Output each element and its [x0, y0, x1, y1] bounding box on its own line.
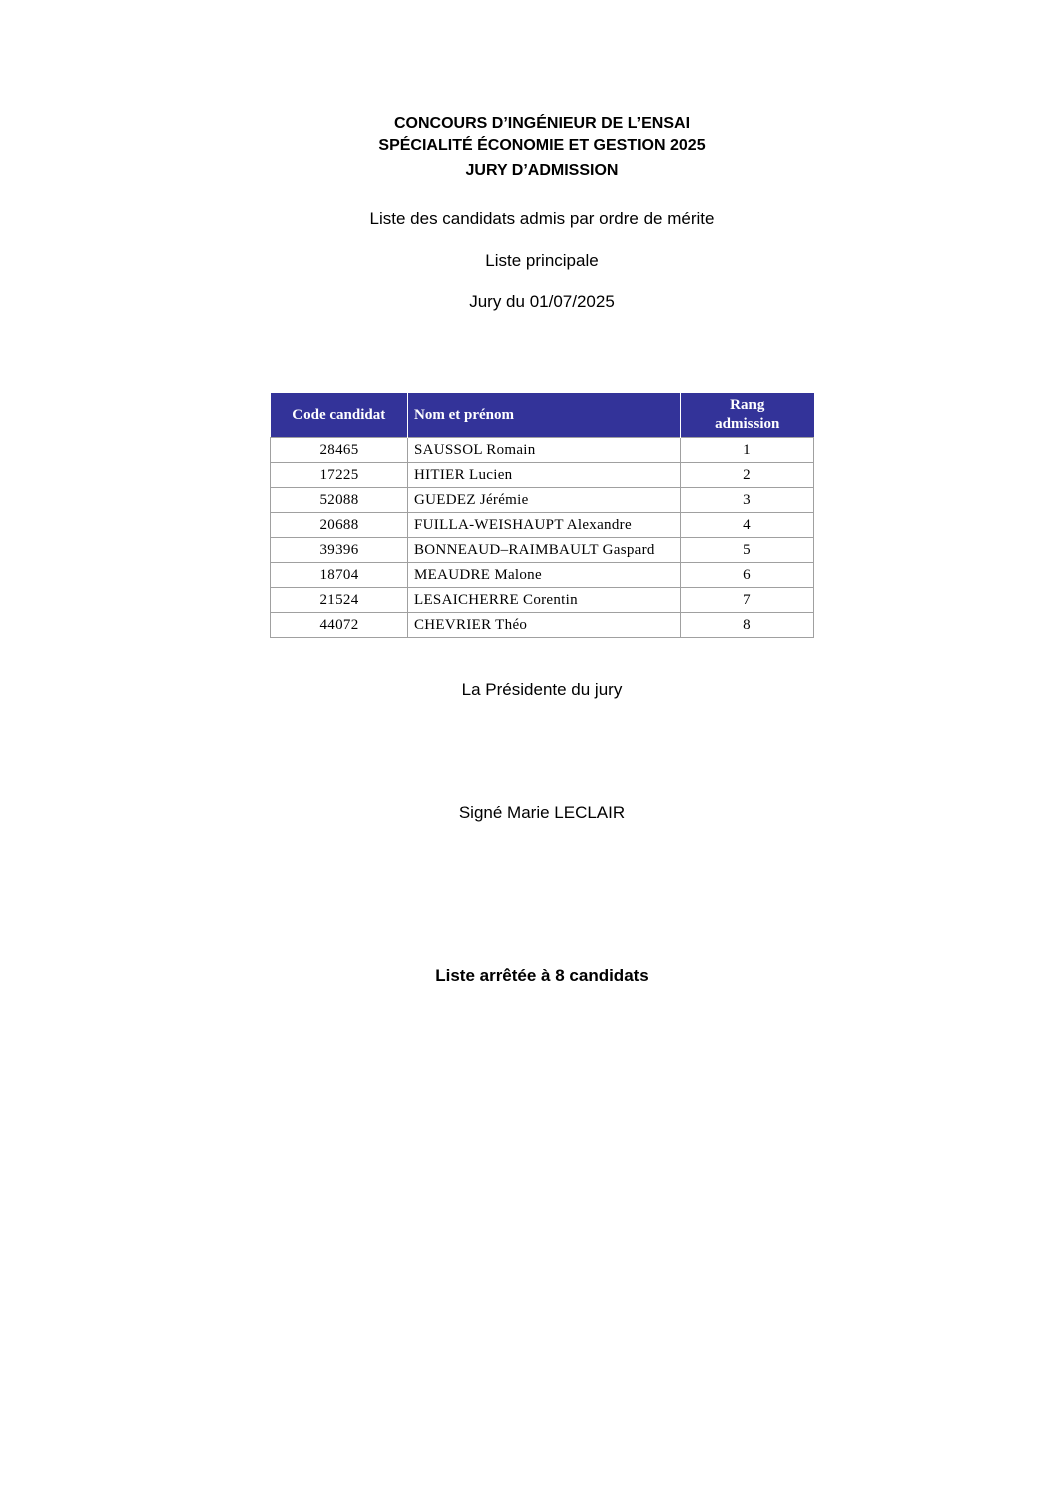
president-label: La Présidente du jury — [461, 680, 623, 699]
table-header-row — [271, 393, 814, 438]
candidate-rank: 3 — [681, 488, 814, 513]
candidate-code: 39396 — [271, 538, 408, 563]
president-signature: Signé Marie LECLAIR — [458, 803, 626, 822]
candidate-code: 18704 — [271, 563, 408, 588]
candidate-name: FUILLA-WEISHAUPT Alexandre — [408, 513, 681, 538]
candidate-code: 52088 — [271, 488, 408, 513]
table-row — [271, 613, 814, 638]
jury-date: Jury du 01/07/2025 — [469, 292, 615, 311]
candidate-code: 17225 — [271, 463, 408, 488]
candidate-rank: 8 — [681, 613, 814, 638]
column-header-rank-line-2: admission — [715, 416, 780, 432]
candidate-name: MEAUDRE Malone — [408, 563, 681, 588]
candidate-name: LESAICHERRE Corentin — [408, 588, 681, 613]
admitted-candidates-table — [270, 393, 814, 638]
table-row — [271, 463, 814, 488]
list-closing-note: Liste arrêtée à 8 candidats — [435, 966, 649, 985]
candidate-rank: 6 — [681, 563, 814, 588]
candidate-rank: 2 — [681, 463, 814, 488]
candidate-code: 21524 — [271, 588, 408, 613]
document-jury-heading: JURY D’ADMISSION — [465, 162, 619, 179]
candidate-name: SAUSSOL Romain — [408, 438, 681, 463]
list-type: Liste principale — [485, 251, 599, 270]
list-subtitle: Liste des candidats admis par ordre de mérite — [369, 209, 715, 228]
column-header-code: Code candidat — [271, 393, 408, 438]
candidate-rank: 4 — [681, 513, 814, 538]
table-row — [271, 563, 814, 588]
table-row — [271, 513, 814, 538]
candidate-name: GUEDEZ Jérémie — [408, 488, 681, 513]
column-header-name: Nom et prénom — [408, 393, 681, 438]
candidate-code: 20688 — [271, 513, 408, 538]
column-header-rank-line-1: Rang — [730, 397, 765, 413]
table-row — [271, 438, 814, 463]
candidate-code: 28465 — [271, 438, 408, 463]
candidate-rank: 1 — [681, 438, 814, 463]
candidate-rank: 7 — [681, 588, 814, 613]
candidate-rank: 5 — [681, 538, 814, 563]
document-title: CONCOURS D’INGÉNIEUR DE L’ENSAI — [393, 115, 691, 132]
column-header-rank — [681, 393, 814, 438]
table-row — [271, 538, 814, 563]
candidate-name: HITIER Lucien — [408, 463, 681, 488]
candidate-name: BONNEAUD–RAIMBAULT Gaspard — [408, 538, 681, 563]
table-row — [271, 588, 814, 613]
document-specialty: SPÉCIALITÉ ÉCONOMIE ET GESTION 2025 — [378, 137, 706, 154]
candidate-code: 44072 — [271, 613, 408, 638]
candidate-name: CHEVRIER Théo — [408, 613, 681, 638]
table-row — [271, 488, 814, 513]
